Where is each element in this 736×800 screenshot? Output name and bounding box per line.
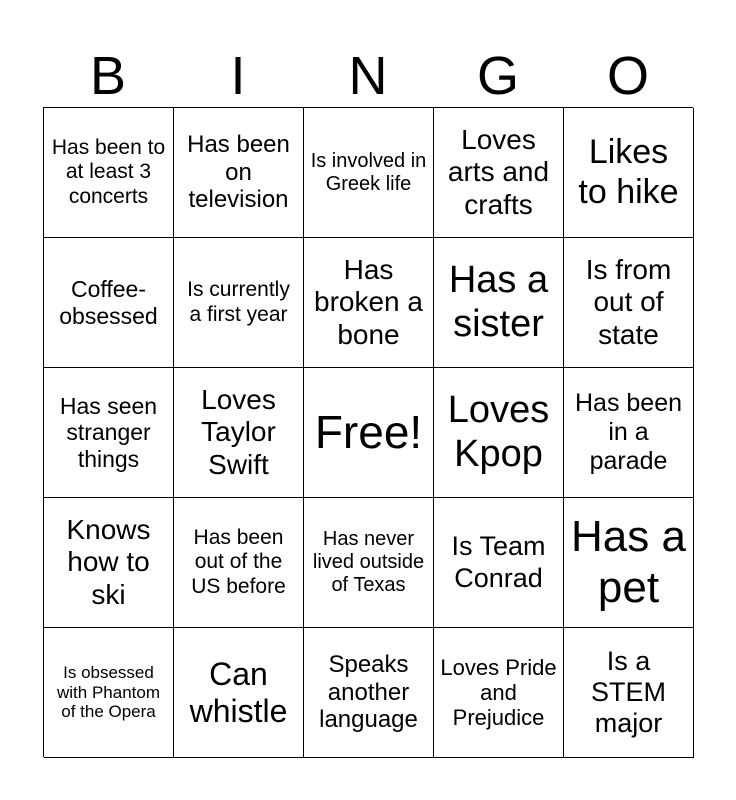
bingo-cell[interactable] [564, 108, 694, 238]
bingo-cell[interactable] [304, 628, 434, 758]
bingo-cell-text: Loves Kpop [447, 388, 550, 475]
bingo-cell-text: Has been out of the US before [191, 526, 286, 598]
bingo-board [43, 107, 693, 757]
bingo-cell-text: Knows how to ski [66, 514, 151, 610]
bingo-cell[interactable] [174, 108, 304, 238]
bingo-cell[interactable] [304, 108, 434, 238]
bingo-cell[interactable] [434, 108, 564, 238]
header-letter-b: B [89, 46, 127, 106]
header-letter-o: O [606, 46, 649, 106]
bingo-cell[interactable] [564, 238, 694, 368]
bingo-cell[interactable] [44, 368, 174, 498]
bingo-cell-text: Is currently a first year [187, 278, 290, 326]
bingo-header [43, 44, 693, 108]
bingo-cell[interactable] [174, 238, 304, 368]
bingo-cell[interactable] [44, 108, 174, 238]
bingo-cell-text: Is a STEM major [590, 645, 666, 739]
bingo-cell-text: Is obsessed with Phantom of the Opera [57, 663, 160, 722]
header-letter-g: G [476, 46, 519, 106]
bingo-cell[interactable] [564, 368, 694, 498]
bingo-cell[interactable] [434, 368, 564, 498]
free-space-cell[interactable] [304, 368, 434, 498]
bingo-cell-text: Has a sister [448, 258, 549, 345]
bingo-cell-text: Is involved in Greek life [310, 149, 427, 195]
bingo-cell[interactable] [304, 498, 434, 628]
bingo-cell[interactable] [44, 628, 174, 758]
bingo-cell[interactable] [174, 628, 304, 758]
bingo-cell[interactable] [434, 238, 564, 368]
bingo-cell[interactable] [564, 628, 694, 758]
header-letter-i: I [230, 46, 246, 106]
header-letter-n: N [348, 46, 388, 106]
bingo-cell[interactable] [174, 498, 304, 628]
bingo-cell-text: Has a pet [571, 511, 686, 612]
bingo-cell-text: Loves arts and crafts [447, 124, 550, 220]
bingo-cell-text: Likes to hike [578, 133, 679, 211]
bingo-cell[interactable] [434, 498, 564, 628]
bingo-cell-text: Has been to at least 3 concerts [51, 136, 166, 208]
bingo-cell[interactable] [564, 498, 694, 628]
free-space-text: Free! [314, 406, 423, 459]
bingo-cell-text: Has been on television [187, 131, 290, 214]
bingo-cell[interactable] [44, 498, 174, 628]
bingo-cell-text: Is from out of state [585, 254, 672, 350]
bingo-cell[interactable] [304, 238, 434, 368]
bingo-cell-text: Is Team Conrad [451, 531, 546, 593]
bingo-cell[interactable] [44, 238, 174, 368]
bingo-cell[interactable] [174, 368, 304, 498]
bingo-cell-text: Has broken a bone [314, 254, 423, 350]
bingo-cell-text: Coffee-obsessed [59, 276, 158, 329]
bingo-cell-text: Has never lived outside of Texas [312, 528, 425, 596]
bingo-cell-text: Can whistle [189, 655, 288, 729]
bingo-cell-text: Loves Taylor Swift [201, 384, 276, 480]
bingo-cell-text: Speaks another language [319, 651, 418, 734]
bingo-cell-text: Loves Pride and Prejudice [440, 654, 557, 731]
bingo-cell[interactable] [434, 628, 564, 758]
bingo-cell-text: Has been in a parade [574, 389, 683, 475]
bingo-cell-text: Has seen stranger things [59, 392, 158, 472]
